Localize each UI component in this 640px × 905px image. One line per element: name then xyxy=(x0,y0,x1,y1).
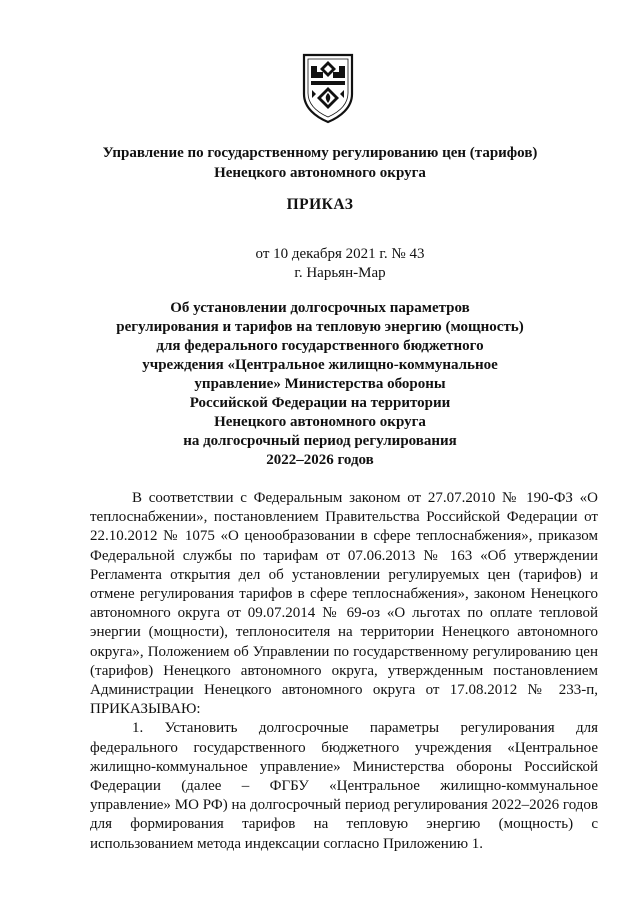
preamble-paragraph: В соответствии с Федеральным законом от 27.07.2010 № 190-ФЗ «О теплоснабжении», постановлением Правительства Российской Федерации от 22.10.2012 № 1075 «О ценообразовании в сфере теплоснабжения», приказом Федеральной службы по тарифам от 07.06.2013 № 163 «Об утверждении Регламента открытия дел об установлении регулируемых цен (тарифов) и отмене регулирования тарифов в сфере теплоснабжения», законом Ненецкого автономного округа от 09.07.2014 № 69-оз «О льготах по оплате тепловой энергии (мощности), теплоносителя на территории Ненецкого автономного округа», Положением об Управлении по государственному регулированию цен (тарифов) Ненецкого автономного округа, утвержденным постановлением Администрации Ненецкого автономного округа от 17.08.2012 № 233-п, ПРИКАЗЫВАЮ: xyxy=(90,490,598,718)
title-line: для федерального государственного бюджетного xyxy=(156,338,484,354)
title-line: 2022–2026 годов xyxy=(266,452,374,468)
title-line: Ненецкого автономного округа xyxy=(214,414,426,430)
title-line: учреждения «Центральное жилищно-коммунальное xyxy=(142,357,498,373)
order-body xyxy=(90,489,598,854)
issuing-authority xyxy=(60,143,580,183)
title-line: Об установлении долгосрочных параметров xyxy=(170,300,470,316)
title-line: Российской Федерации на территории xyxy=(189,395,451,411)
document-city: г. Нарьян-Мар xyxy=(294,265,386,281)
date-and-place xyxy=(0,245,640,283)
authority-line-1: Управление по государственному регулированию цен (тарифов) xyxy=(102,145,538,161)
title-line: управление» Министерства обороны xyxy=(194,376,446,392)
coat-of-arms-emblem xyxy=(300,52,356,124)
title-line: на долгосрочный период регулирования xyxy=(183,433,457,449)
title-line: регулирования и тарифов на тепловую энергию (мощность) xyxy=(116,319,524,335)
document-type-heading: ПРИКАЗ xyxy=(286,196,354,213)
authority-line-2: Ненецкого автономного округа xyxy=(214,165,426,181)
order-title xyxy=(60,299,580,470)
clause-paragraph: 1. Установить долгосрочные параметры регулирования для федерального государственного бюджетного учреждения «Центральное жилищно-коммунальное управление» Министерства обороны Российской Федерации (далее – ФГБУ «Центральное жилищно-коммунальное управление» МО РФ) на долгосрочный период регулирования 2022–2026 годов для формирования тарифов на тепловую энергию (мощность) с использованием метода индексации согласно Приложению 1. xyxy=(90,720,598,852)
document-date-number: от 10 декабря 2021 г. № 43 xyxy=(255,246,425,262)
